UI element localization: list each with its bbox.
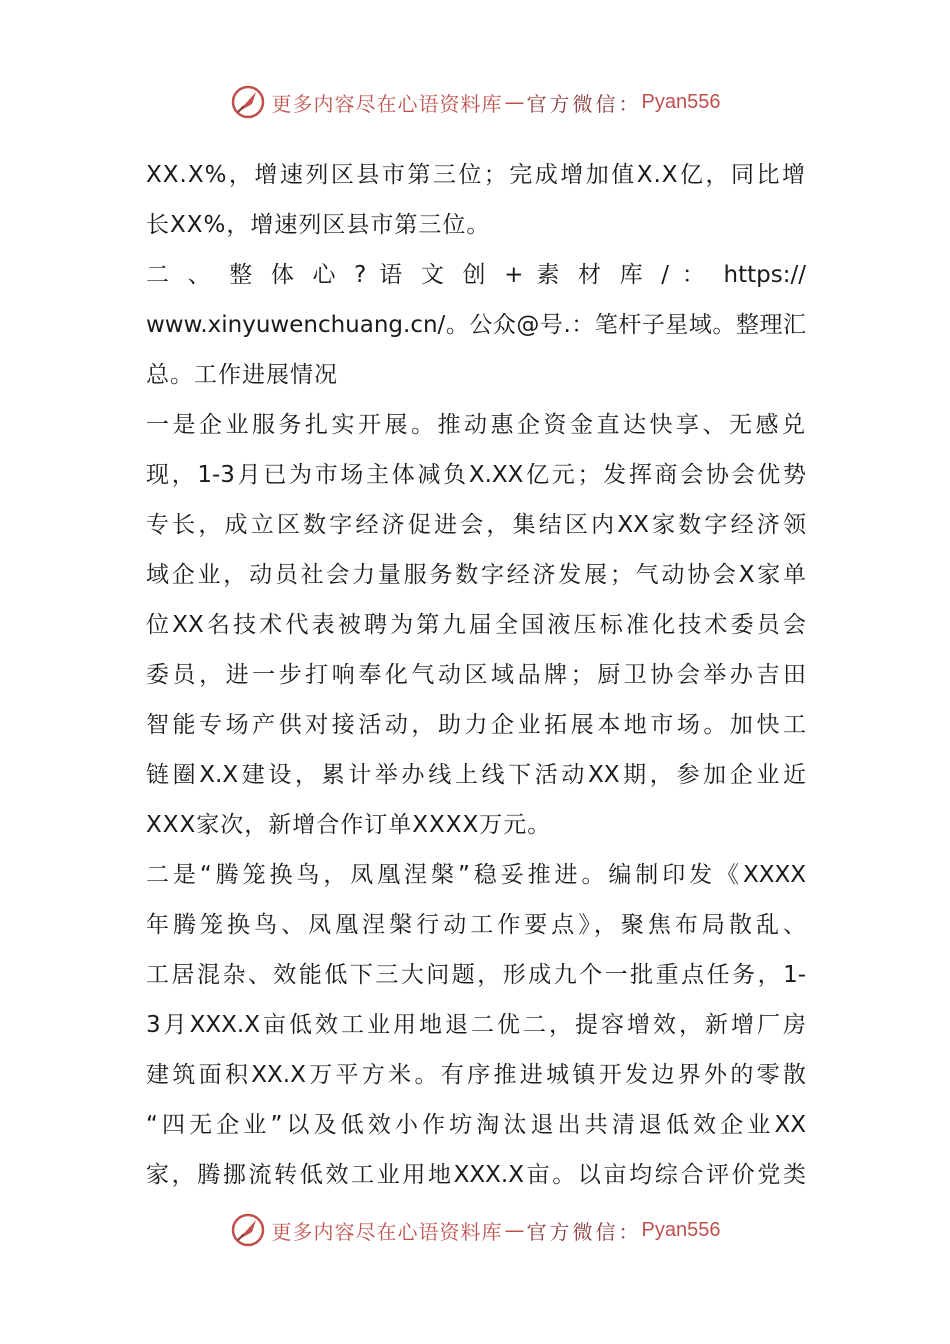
- body-line: 建筑面积XX.X万平方米。有序推进城镇开发边界外的零散: [146, 1062, 806, 1088]
- header-wechat-id: Pyan556: [641, 90, 721, 113]
- body-line: “四无企业”以及低效小作坊淘汰退出共清退低效企业XX: [146, 1112, 806, 1138]
- body-line: 现，1-3月已为市场主体减负X.XX亿元；发挥商会协会优势: [146, 462, 806, 488]
- header-wechat-label: 官方微信：: [526, 91, 642, 116]
- body-line: 智能专场产供对接活动，助力企业拓展本地市场。加快工: [146, 712, 806, 738]
- footer-banner: [0, 1210, 950, 1250]
- header-separator: —: [504, 90, 525, 114]
- document-body: [146, 150, 806, 1200]
- body-line: 3月XXX.X亩低效工业用地退二优二，提容增效，新增厂房: [146, 1012, 806, 1038]
- body-line: 家，腾挪流转低效工业用地XXX.X亩。以亩均综合评价党类: [146, 1162, 806, 1188]
- body-line: 位XX名技术代表被聘为第九届全国液压标准化技术委员会: [146, 612, 806, 638]
- body-line: 专长，成立区数字经济促进会，集结区内XX家数字经济领: [146, 512, 806, 538]
- body-line: 二 、 整 体 心 ? 语 文 创 + 素 材 库 / ： https://: [146, 262, 806, 288]
- body-line: 域企业，动员社会力量服务数字经济发展；气动协会X家单: [146, 562, 806, 588]
- body-line: 年腾笼换鸟、凤凰涅槃行动工作要点》，聚焦布局散乱、: [146, 912, 806, 938]
- header-banner: [0, 82, 950, 122]
- body-line: XX.X%，增速列区县市第三位；完成增加值X.X亿，同比增: [146, 162, 806, 188]
- header-site-name: 更多内容尽在心语资料库: [271, 91, 503, 116]
- quill-logo-icon: [230, 1212, 266, 1248]
- body-line: 总。工作进展情况: [146, 362, 338, 388]
- body-line: 工居混杂、效能低下三大问题，形成九个一批重点任务，1-: [146, 962, 806, 988]
- quill-logo-icon: [230, 84, 266, 120]
- body-line: 链圈X.X建设，累计举办线上线下活动XX期，参加企业近: [146, 762, 806, 788]
- body-line: www.xinyuwenchuang.cn/。公众@号.：笔杆子星域。整理汇: [146, 312, 806, 338]
- footer-site-name: 更多内容尽在心语资料库: [271, 1219, 503, 1244]
- footer-separator: —: [504, 1218, 525, 1242]
- body-line: XXX家次，新增合作订单XXXX万元。: [146, 812, 552, 838]
- footer-wechat-label: 官方微信：: [526, 1219, 642, 1244]
- body-line: 长XX%，增速列区县市第三位。: [146, 212, 491, 238]
- body-line: 一是企业服务扎实开展。推动惠企资金直达快享、无感兑: [146, 412, 806, 438]
- body-line: 二是“腾笼换鸟，凤凰涅槃”稳妥推进。编制印发《XXXX: [146, 862, 806, 888]
- body-line: 委员，进一步打响奉化气动区域品牌；厨卫协会举办吉田: [146, 662, 806, 688]
- footer-wechat-id: Pyan556: [641, 1218, 721, 1241]
